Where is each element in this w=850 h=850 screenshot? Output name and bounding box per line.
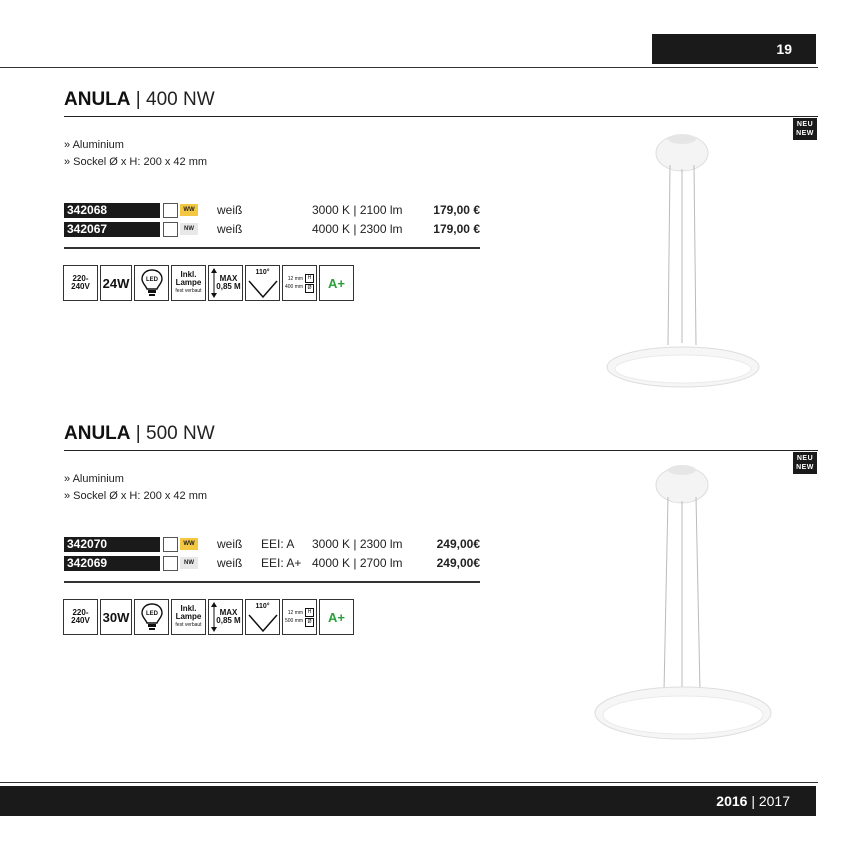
dimensions-icon: 12 mm 400 mm H Ø (282, 265, 317, 301)
voltage-icon: 220- 240V (63, 265, 98, 301)
footer-rule (0, 782, 818, 783)
footer-year-rest: | 2017 (751, 793, 790, 809)
article-number: 342067 (64, 222, 160, 237)
table-rule (64, 247, 480, 249)
product-name: ANULA (64, 89, 131, 110)
price: 249,00€ (436, 556, 480, 570)
color-swatch (163, 556, 178, 571)
product-image (590, 455, 780, 755)
article-number: 342068 (64, 203, 160, 218)
energy-class-icon: A+ (319, 599, 354, 635)
svg-text:LED: LED (145, 277, 158, 283)
color-swatch (163, 537, 178, 552)
product-subtitle: | 500 NW (135, 423, 215, 444)
new-badge: NEU NEW (793, 452, 817, 474)
feature-item: » Aluminium (64, 139, 124, 151)
product-row (64, 222, 480, 237)
product-row (64, 556, 480, 571)
beam-angle-icon: 110° (245, 599, 280, 635)
color-swatch (163, 203, 178, 218)
header-rule (0, 67, 818, 68)
light-color-tag: WW (180, 204, 198, 216)
energy-class-icon: A+ (319, 265, 354, 301)
color-text: weiß (217, 203, 243, 217)
footer-bar (0, 786, 816, 816)
light-color-tag: WW (180, 538, 198, 550)
feature-icons (63, 265, 354, 301)
product-row (64, 537, 480, 552)
feature-item: » Sockel Ø x H: 200 x 42 mm (64, 490, 208, 502)
eei-text: EEI: A+ (261, 556, 302, 570)
beam-angle-icon: 110° (245, 265, 280, 301)
page-number: 19 (776, 41, 792, 57)
page-number-badge (652, 34, 816, 64)
voltage-icon: 220- 240V (63, 599, 98, 635)
product-row (64, 203, 480, 218)
feature-item: » Sockel Ø x H: 200 x 42 mm (64, 156, 208, 168)
light-color-tag: NW (180, 223, 198, 235)
price: 179,00 € (433, 203, 480, 217)
product-subtitle: | 400 NW (135, 89, 215, 110)
price: 179,00 € (433, 222, 480, 236)
lamp-included-icon: Inkl. Lampe fest verbaut (171, 599, 206, 635)
wattage-icon: 24W (100, 265, 132, 301)
light-color-tag: NW (180, 557, 198, 569)
lamp-included-icon: Inkl. Lampe fest verbaut (171, 265, 206, 301)
dimensions-icon: 12 mm 500 mm H Ø (282, 599, 317, 635)
spec-text: 4000 K | 2300 lm (312, 222, 403, 236)
section-rule (64, 450, 818, 451)
feature-item: » Aluminium (64, 473, 124, 485)
feature-icons (63, 599, 354, 635)
product-image (600, 125, 770, 395)
new-badge: NEU NEW (793, 118, 817, 140)
max-height-icon: MAX 0,85 M (208, 599, 243, 635)
max-height-icon: MAX 0,85 M (208, 265, 243, 301)
led-bulb-icon (134, 599, 169, 635)
color-text: weiß (217, 537, 243, 551)
color-text: weiß (217, 556, 243, 570)
spec-text: 3000 K | 2300 lm (312, 537, 403, 551)
price: 249,00€ (436, 537, 480, 551)
section-rule (64, 116, 818, 117)
spec-text: 3000 K | 2100 lm (312, 203, 403, 217)
color-text: weiß (217, 222, 243, 236)
svg-text:LED: LED (145, 611, 158, 617)
eei-text: EEI: A (261, 537, 295, 551)
article-number: 342069 (64, 556, 160, 571)
spec-text: 4000 K | 2700 lm (312, 556, 403, 570)
product-title (64, 423, 215, 445)
product-name: ANULA (64, 423, 131, 444)
article-number: 342070 (64, 537, 160, 552)
led-bulb-icon (134, 265, 169, 301)
table-rule (64, 581, 480, 583)
footer-year: 2016 (716, 793, 748, 809)
wattage-icon: 30W (100, 599, 132, 635)
color-swatch (163, 222, 178, 237)
product-title (64, 89, 215, 111)
